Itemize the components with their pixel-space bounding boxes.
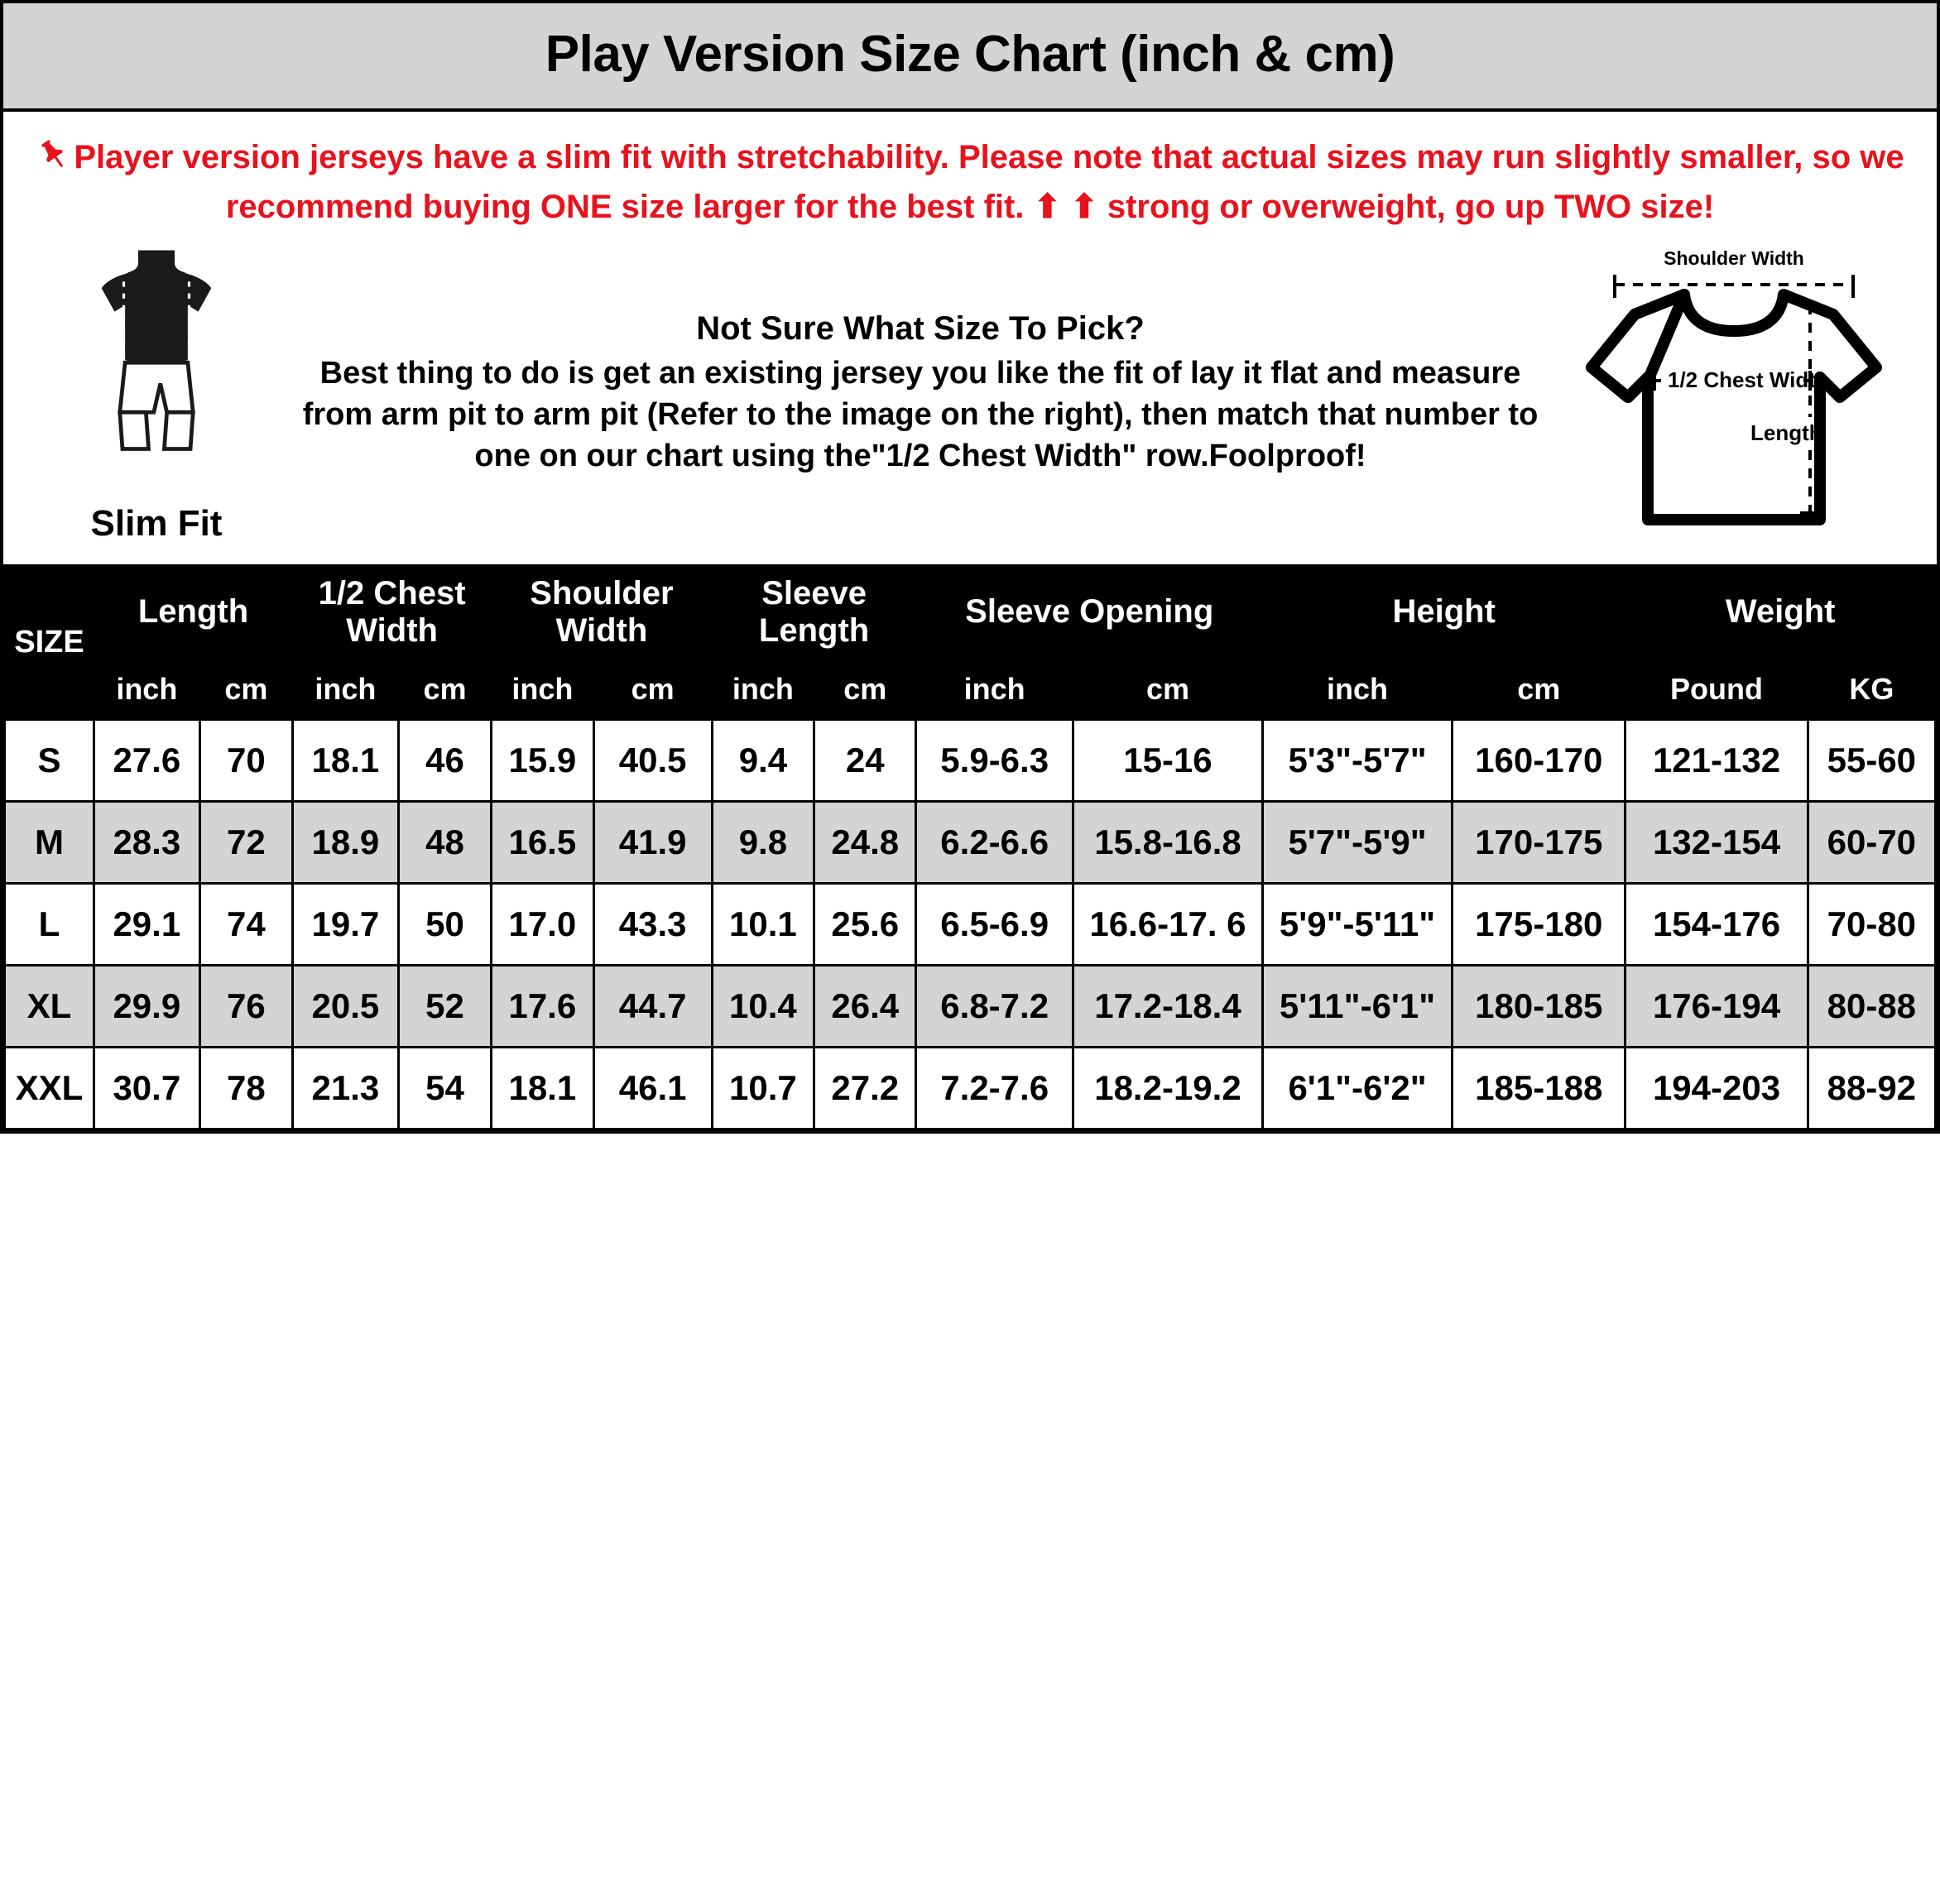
cell: 6.8-7.2: [916, 965, 1073, 1047]
table-row: [5, 1047, 1936, 1129]
header-shoulder-width: Shoulder Width: [492, 566, 713, 659]
unit-shoulder-cm: cm: [593, 659, 712, 719]
cell: 5.9-6.3: [916, 719, 1073, 801]
cell: 10.7: [712, 1047, 814, 1129]
cell: 54: [398, 1047, 491, 1129]
cell: 80-88: [1808, 965, 1935, 1047]
cell: 55-60: [1808, 719, 1935, 801]
cell: 170-175: [1453, 801, 1625, 883]
svg-text:1/2 Chest Width: 1/2 Chest Width: [1668, 367, 1829, 392]
cell: 19.7: [293, 883, 399, 965]
cell: 29.9: [94, 965, 199, 1047]
cell: 21.3: [293, 1047, 399, 1129]
cell: 27.2: [814, 1047, 916, 1129]
cell: 185-188: [1453, 1047, 1625, 1129]
cell: 70-80: [1808, 883, 1935, 965]
slim-fit-block: [28, 242, 285, 544]
table-header-units: [5, 659, 1936, 719]
unit-sleeve-length-cm: cm: [814, 659, 916, 719]
unit-sleeve-opening-inch: inch: [916, 659, 1073, 719]
row-size: XL: [5, 965, 94, 1047]
cell: 15-16: [1073, 719, 1262, 801]
row-size: XXL: [5, 1047, 94, 1129]
cell: 44.7: [593, 965, 712, 1047]
header-sleeve-opening: Sleeve Opening: [916, 566, 1263, 659]
unit-weight-pound: Pound: [1625, 659, 1808, 719]
header-sleeve-length: Sleeve Length: [712, 566, 916, 659]
cell: 41.9: [593, 801, 712, 883]
cell: 48: [398, 801, 491, 883]
unit-length-cm: cm: [199, 659, 292, 719]
cell: 154-176: [1625, 883, 1808, 965]
unit-height-inch: inch: [1263, 659, 1453, 719]
cell: 30.7: [94, 1047, 199, 1129]
page-title: Play Version Size Chart (inch & cm): [545, 26, 1395, 83]
advice-body: Best thing to do is get an existing jersey you like the fit of lay it flat and measure from arm pit to arm pit (Refer to the image on the right), then match that number to one on our chart using the"1/2 Chest Width" row.Foolproof!: [302, 355, 1539, 474]
shoulder-width-label: Shoulder Width: [1664, 247, 1804, 269]
pushpin-icon: [36, 137, 72, 185]
table-row: [5, 883, 1936, 965]
table-header-groups: [5, 566, 1936, 659]
header-size: SIZE: [5, 566, 94, 720]
cell: 46: [398, 719, 491, 801]
unit-length-inch: inch: [94, 659, 199, 719]
slim-fit-label: Slim Fit: [90, 503, 223, 544]
cell: 132-154: [1625, 801, 1808, 883]
cell: 16.5: [492, 801, 593, 883]
cell: 74: [199, 883, 292, 965]
cell: 6'1"-6'2": [1263, 1047, 1453, 1129]
cell: 40.5: [593, 719, 712, 801]
notice-line-1: Player version jerseys have a slim fit with stretchability. Please note that actual sizes may run slightly smaller, so we recommend buying ONE size larger for the best fit.: [74, 139, 1904, 225]
unit-chest-inch: inch: [293, 659, 399, 719]
cell: 175-180: [1453, 883, 1625, 965]
slim-fit-body-icon: [28, 242, 285, 495]
cell: 15.8-16.8: [1073, 801, 1262, 883]
unit-sleeve-opening-cm: cm: [1073, 659, 1262, 719]
cell: 9.4: [712, 719, 814, 801]
unit-shoulder-inch: inch: [492, 659, 593, 719]
advice-block: [285, 310, 1556, 477]
unit-sleeve-length-inch: inch: [712, 659, 814, 719]
cell: 10.1: [712, 883, 814, 965]
cell: 160-170: [1453, 719, 1625, 801]
cell: 29.1: [94, 883, 199, 965]
cell: 43.3: [593, 883, 712, 965]
cell: 18.9: [293, 801, 399, 883]
cell: 6.2-6.6: [916, 801, 1073, 883]
table-row: [5, 719, 1936, 801]
cell: 5'11"-6'1": [1263, 965, 1453, 1047]
cell: 28.3: [94, 801, 199, 883]
cell: 24.8: [814, 801, 916, 883]
cell: 10.4: [712, 965, 814, 1047]
cell: 26.4: [814, 965, 916, 1047]
size-table: [3, 564, 1937, 1130]
cell: 18.1: [293, 719, 399, 801]
cell: 16.6-17. 6: [1073, 883, 1262, 965]
header-length: Length: [94, 566, 292, 659]
cell: 50: [398, 883, 491, 965]
table-row: [5, 801, 1936, 883]
cell: 18.2-19.2: [1073, 1047, 1262, 1129]
cell: 20.5: [293, 965, 399, 1047]
title-bar: [3, 3, 1937, 112]
cell: 18.1: [492, 1047, 593, 1129]
cell: 5'3"-5'7": [1263, 719, 1453, 801]
cell: 25.6: [814, 883, 916, 965]
cell: 17.2-18.4: [1073, 965, 1262, 1047]
unit-height-cm: cm: [1453, 659, 1625, 719]
cell: 6.5-6.9: [916, 883, 1073, 965]
row-size: M: [5, 801, 94, 883]
header-height: Height: [1263, 566, 1625, 659]
cell: 17.0: [492, 883, 593, 965]
cell: 24: [814, 719, 916, 801]
cell: 7.2-7.6: [916, 1047, 1073, 1129]
cell: 46.1: [593, 1047, 712, 1129]
cell: 88-92: [1808, 1047, 1935, 1129]
cell: 17.6: [492, 965, 593, 1047]
cell: 52: [398, 965, 491, 1047]
cell: 5'9"-5'11": [1263, 883, 1453, 965]
cell: 180-185: [1453, 965, 1625, 1047]
cell: 194-203: [1625, 1047, 1808, 1129]
unit-weight-kg: KG: [1808, 659, 1935, 719]
unit-chest-cm: cm: [398, 659, 491, 719]
arrow-up-icon-1: ⬆: [1033, 189, 1062, 225]
header-half-chest-width: 1/2 Chest Width: [293, 566, 492, 659]
notice-text: [3, 112, 1937, 234]
info-band: [3, 234, 1937, 564]
cell: 27.6: [94, 719, 199, 801]
notice-line-2: strong or overweight, go up TWO size!: [1097, 189, 1715, 225]
arrow-up-icon-2: ⬆: [1070, 189, 1098, 225]
cell: 70: [199, 719, 292, 801]
cell: 176-194: [1625, 965, 1808, 1047]
svg-text:Length: Length: [1750, 420, 1822, 445]
cell: 72: [199, 801, 292, 883]
cell: 78: [199, 1047, 292, 1129]
tshirt-diagram-block: [1556, 247, 1912, 540]
cell: 9.8: [712, 801, 814, 883]
header-weight: Weight: [1625, 566, 1936, 659]
row-size: S: [5, 719, 94, 801]
cell: 60-70: [1808, 801, 1935, 883]
cell: 76: [199, 965, 292, 1047]
cell: 15.9: [492, 719, 593, 801]
table-row: [5, 965, 1936, 1047]
cell: 121-132: [1625, 719, 1808, 801]
advice-question: Not Sure What Size To Pick?: [696, 309, 1145, 347]
row-size: L: [5, 883, 94, 965]
cell: 5'7"-5'9": [1263, 801, 1453, 883]
tshirt-measurement-icon: [1556, 271, 1912, 540]
